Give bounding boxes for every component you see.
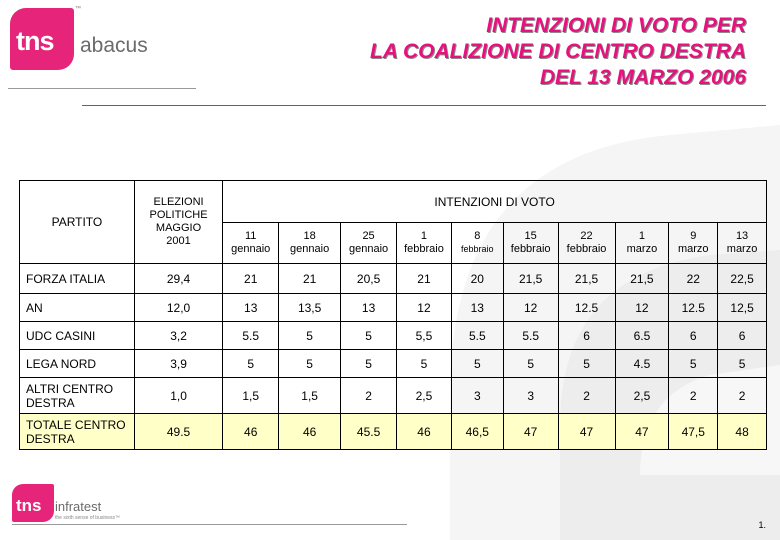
- intention-value-cell: 5: [558, 350, 615, 378]
- intention-value-cell: 2,5: [397, 378, 452, 414]
- elections-header: ELEZIONI POLITICHE MAGGIO 2001: [134, 181, 222, 264]
- logo-badge: [12, 484, 54, 522]
- date-header: 15 febbraio: [503, 223, 558, 264]
- intention-value-cell: 21: [223, 264, 279, 294]
- date-header: 11 gennaio: [223, 223, 279, 264]
- intention-value-cell: 1,5: [279, 378, 341, 414]
- intention-value-cell: 21: [397, 264, 452, 294]
- intention-value-cell: 5: [503, 350, 558, 378]
- intention-value-cell: 20: [451, 264, 503, 294]
- table-row: [20, 322, 767, 350]
- logo-divider: [8, 88, 196, 89]
- elections-2001-cell: 3,9: [134, 350, 222, 378]
- intention-value-cell: 12.5: [558, 294, 615, 322]
- logo-sub-text: abacus: [80, 34, 148, 57]
- intention-value-cell: 47: [558, 414, 615, 450]
- intention-value-cell: 1,5: [223, 378, 279, 414]
- intention-value-cell: 4.5: [615, 350, 669, 378]
- intention-value-cell: 6: [669, 322, 718, 350]
- intention-value-cell: 48: [718, 414, 767, 450]
- intention-value-cell: 2: [718, 378, 767, 414]
- page-number: 1.: [758, 520, 766, 530]
- party-header: PARTITO: [20, 181, 135, 264]
- intention-value-cell: 5: [341, 350, 397, 378]
- intention-value-cell: 13: [223, 294, 279, 322]
- date-header: 13 marzo: [718, 223, 767, 264]
- intention-value-cell: 47,5: [669, 414, 718, 450]
- date-header: 25 gennaio: [341, 223, 397, 264]
- intention-value-cell: 13: [451, 294, 503, 322]
- intention-value-cell: 22,5: [718, 264, 767, 294]
- intention-value-cell: 46: [279, 414, 341, 450]
- intentions-header: INTENZIONI DI VOTO: [223, 181, 767, 223]
- intention-value-cell: 5: [718, 350, 767, 378]
- intention-value-cell: 20,5: [341, 264, 397, 294]
- intention-value-cell: 12,5: [718, 294, 767, 322]
- intention-value-cell: 12.5: [669, 294, 718, 322]
- intention-value-cell: 45.5: [341, 414, 397, 450]
- table-row: [20, 264, 767, 294]
- party-name-cell: ALTRI CENTRO DESTRA: [20, 378, 135, 414]
- intention-value-cell: 5: [397, 350, 452, 378]
- intention-value-cell: 22: [669, 264, 718, 294]
- logo-trademark: ™: [75, 6, 81, 12]
- logo-tagline: the sixth sense of business™: [55, 515, 121, 521]
- intention-value-cell: 2,5: [615, 378, 669, 414]
- intention-value-cell: 3: [503, 378, 558, 414]
- intention-value-cell: 3: [451, 378, 503, 414]
- tns-abacus-logo: [10, 6, 200, 81]
- intention-value-cell: 2: [341, 378, 397, 414]
- logo-sub-text: infratest: [55, 499, 102, 514]
- logo-brand-text: tns: [16, 496, 42, 515]
- intention-value-cell: 47: [615, 414, 669, 450]
- intention-value-cell: 5: [279, 350, 341, 378]
- table-body: [20, 264, 767, 450]
- date-header: 9 marzo: [669, 223, 718, 264]
- intention-value-cell: 6: [718, 322, 767, 350]
- intention-value-cell: 12: [397, 294, 452, 322]
- date-header: 1 marzo: [615, 223, 669, 264]
- party-name-cell: FORZA ITALIA: [20, 264, 135, 294]
- elections-2001-cell: 29,4: [134, 264, 222, 294]
- footer-divider: [12, 524, 407, 525]
- intention-value-cell: 5: [669, 350, 718, 378]
- elections-2001-cell: 1,0: [134, 378, 222, 414]
- intention-value-cell: 5,5: [397, 322, 452, 350]
- tns-infratest-logo: [12, 484, 132, 528]
- intention-value-cell: 21: [279, 264, 341, 294]
- intention-value-cell: 13: [341, 294, 397, 322]
- intention-value-cell: 2: [558, 378, 615, 414]
- table-row: [20, 350, 767, 378]
- date-header: 18 gennaio: [279, 223, 341, 264]
- intention-value-cell: 21,5: [558, 264, 615, 294]
- intention-value-cell: 47: [503, 414, 558, 450]
- intention-value-cell: 12: [503, 294, 558, 322]
- elections-2001-cell: 49.5: [134, 414, 222, 450]
- voting-intentions-table: [19, 180, 767, 450]
- party-name-cell: AN: [20, 294, 135, 322]
- table-row: [20, 378, 767, 414]
- party-name-cell: TOTALE CENTRO DESTRA: [20, 414, 135, 450]
- logo-badge: [10, 8, 74, 70]
- intention-value-cell: 5: [341, 322, 397, 350]
- intention-value-cell: 5: [223, 350, 279, 378]
- intention-value-cell: 6: [558, 322, 615, 350]
- title-line-3: DEL 13 MARZO 2006: [539, 66, 746, 89]
- intention-value-cell: 13,5: [279, 294, 341, 322]
- intention-value-cell: 5.5: [451, 322, 503, 350]
- intention-value-cell: 21,5: [615, 264, 669, 294]
- date-header: 22 febbraio: [558, 223, 615, 264]
- party-name-cell: UDC CASINI: [20, 322, 135, 350]
- party-name-cell: LEGA NORD: [20, 350, 135, 378]
- title-line-1: INTENZIONI DI VOTO PER: [486, 14, 746, 37]
- intention-value-cell: 5: [451, 350, 503, 378]
- intention-value-cell: 12: [615, 294, 669, 322]
- slide-title: [370, 13, 746, 91]
- title-divider: [82, 105, 766, 106]
- table-row: [20, 294, 767, 322]
- intention-value-cell: 46: [223, 414, 279, 450]
- intention-value-cell: 5.5: [223, 322, 279, 350]
- intention-value-cell: 46: [397, 414, 452, 450]
- date-header: 8 febbraio: [451, 223, 503, 264]
- intention-value-cell: 21,5: [503, 264, 558, 294]
- title-line-2: LA COALIZIONE DI CENTRO DESTRA: [369, 40, 746, 63]
- intention-value-cell: 6.5: [615, 322, 669, 350]
- header-row-1: [20, 181, 767, 223]
- intention-value-cell: 2: [669, 378, 718, 414]
- intention-value-cell: 46,5: [451, 414, 503, 450]
- elections-2001-cell: 12,0: [134, 294, 222, 322]
- date-header: 1 febbraio: [397, 223, 452, 264]
- intention-value-cell: 5.5: [503, 322, 558, 350]
- elections-2001-cell: 3,2: [134, 322, 222, 350]
- intention-value-cell: 5: [279, 322, 341, 350]
- logo-brand-text: tns: [16, 26, 54, 56]
- table-row: [20, 414, 767, 450]
